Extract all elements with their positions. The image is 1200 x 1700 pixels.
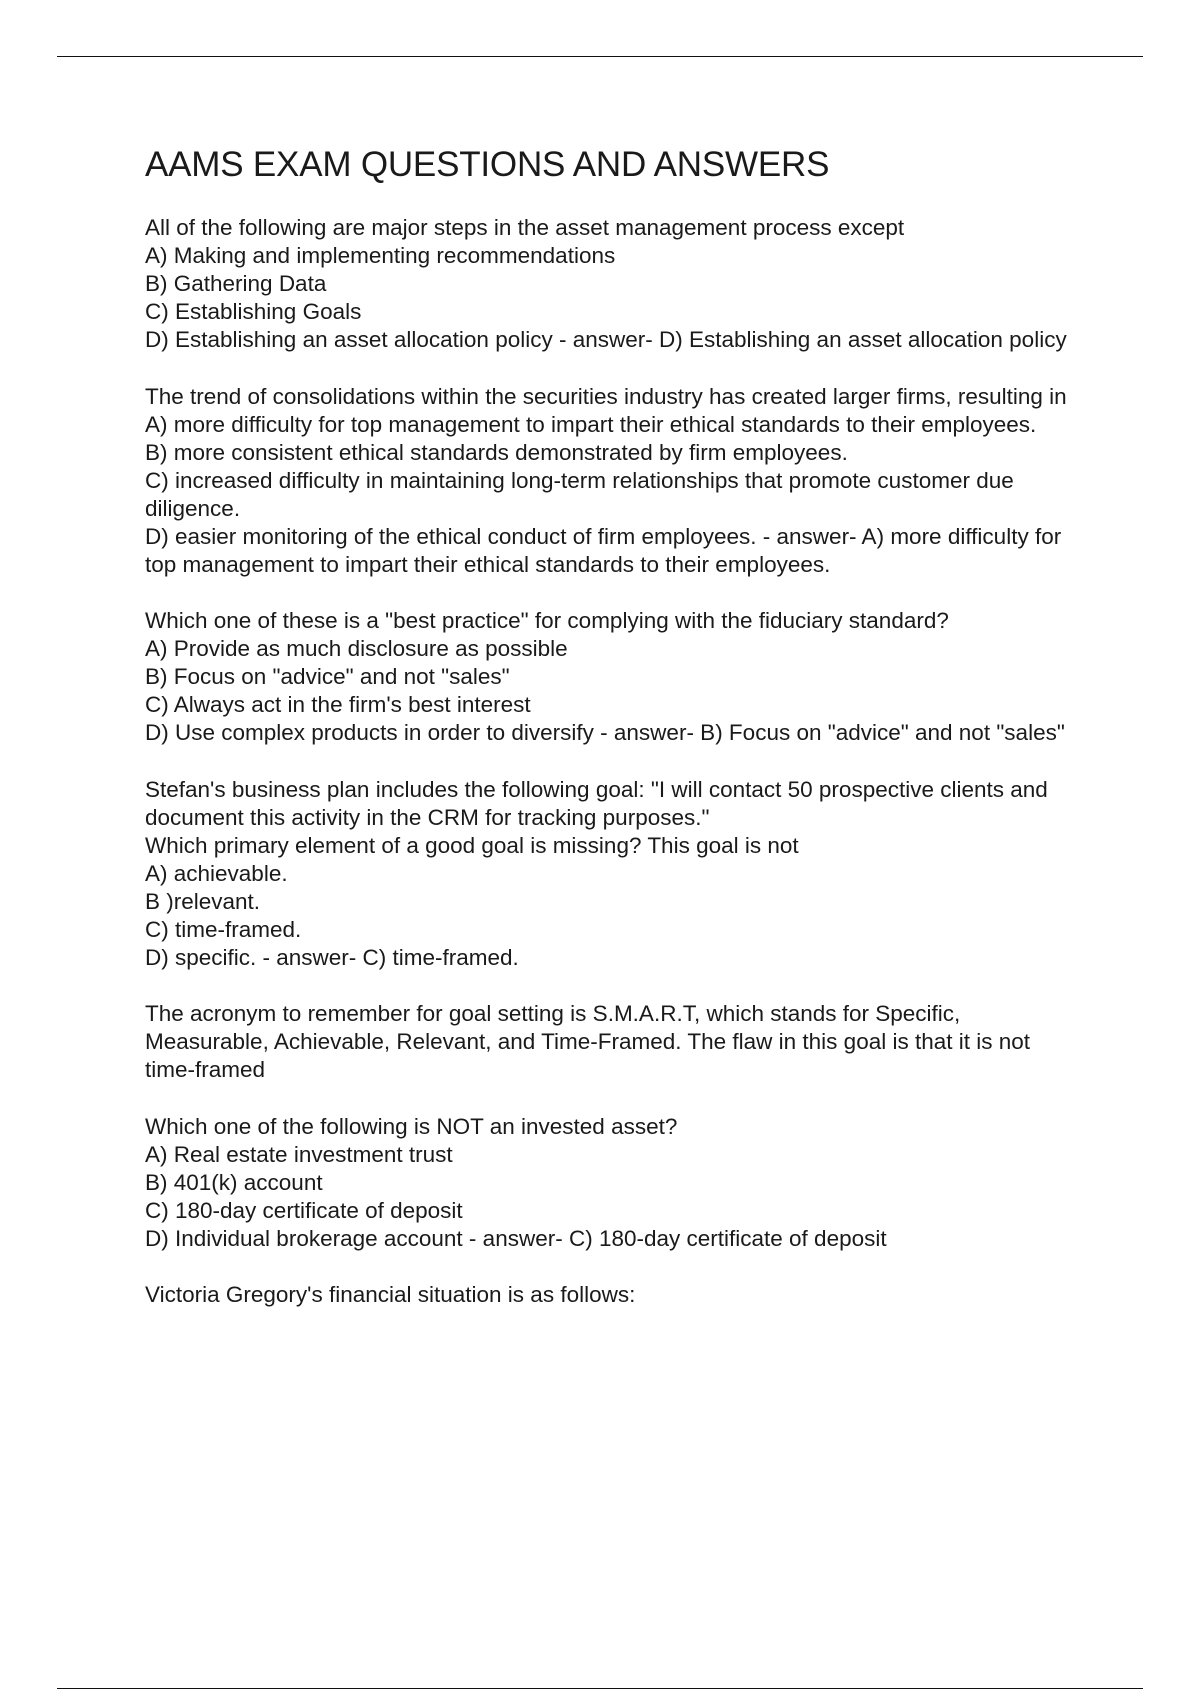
answer-option-b: B) more consistent ethical standards demonstrated by firm employees. [145, 439, 848, 465]
answer-option-b: B) Focus on "advice" and not "sales" [145, 664, 510, 689]
answer-option-b: B )relevant. [145, 888, 261, 914]
answer-option-d-with-answer: D) Use complex products in order to diversify - answer- B) Focus on "advice" and not "sales" [145, 720, 1065, 745]
question-stem: Victoria Gregory's financial situation is as follows: [145, 1282, 636, 1307]
question-stem: All of the following are major steps in the asset management process except [145, 215, 905, 240]
answer-option-d-with-answer: D) specific. - answer- C) time-framed. [145, 944, 519, 970]
document-body [145, 142, 1085, 1338]
answer-option-a: A) Provide as much disclosure as possible [145, 636, 568, 661]
explanation-text: The acronym to remember for goal setting is S.M.A.R.T, which stands for Specific, Measurable, Achievable, Relevant, and Time-Framed. The flaw in this goal is that it is not time-framed [145, 1001, 1031, 1082]
question-stem: The trend of consolidations within the securities industry has created larger firms, resulting in [145, 383, 1067, 409]
explanation-block [145, 1000, 1085, 1084]
question-prompt: Which primary element of a good goal is missing? This goal is not [145, 832, 799, 858]
question-block-2 [145, 383, 1085, 579]
question-block-4 [145, 776, 1085, 972]
answer-option-c: C) Always act in the firm's best interest [145, 692, 531, 717]
document-title: AAMS EXAM QUESTIONS AND ANSWERS [145, 145, 830, 184]
answer-option-b: B) 401(k) account [145, 1169, 323, 1195]
answer-option-a: A) achievable. [145, 860, 288, 886]
question-block-5 [145, 1113, 1085, 1253]
question-stem: Which one of the following is NOT an invested asset? [145, 1113, 678, 1139]
answer-option-c: C) increased difficulty in maintaining long-term relationships that promote customer due diligence. [145, 467, 1014, 521]
answer-option-b: B) Gathering Data [145, 271, 327, 296]
answer-option-c: C) Establishing Goals [145, 299, 362, 324]
question-block-6 [145, 1281, 1085, 1309]
answer-option-c: C) time-framed. [145, 916, 302, 942]
question-stem: Stefan's business plan includes the following goal: "I will contact 50 prospective clients and document this activity in the CRM for tracking purposes." [145, 776, 1048, 830]
answer-option-d-with-answer: D) Individual brokerage account - answer- C) 180-day certificate of deposit [145, 1225, 887, 1251]
answer-option-a: A) more difficulty for top management to impart their ethical standards to their employees. [145, 411, 1037, 437]
question-block-3 [145, 607, 1085, 747]
bottom-rule [57, 1688, 1143, 1689]
answer-option-a: A) Making and implementing recommendations [145, 243, 616, 268]
answer-option-c: C) 180-day certificate of deposit [145, 1197, 463, 1223]
answer-option-d-with-answer: D) easier monitoring of the ethical conduct of firm employees. - answer- A) more difficulty for top management to impart their ethical standards to their employees. [145, 523, 1062, 577]
answer-option-a: A) Real estate investment trust [145, 1141, 453, 1167]
question-stem: Which one of these is a "best practice" for complying with the fiduciary standard? [145, 608, 949, 633]
top-rule [57, 56, 1143, 57]
answer-option-d-with-answer: D) Establishing an asset allocation policy - answer- D) Establishing an asset allocation policy [145, 327, 1067, 352]
question-block-1 [145, 214, 1085, 354]
